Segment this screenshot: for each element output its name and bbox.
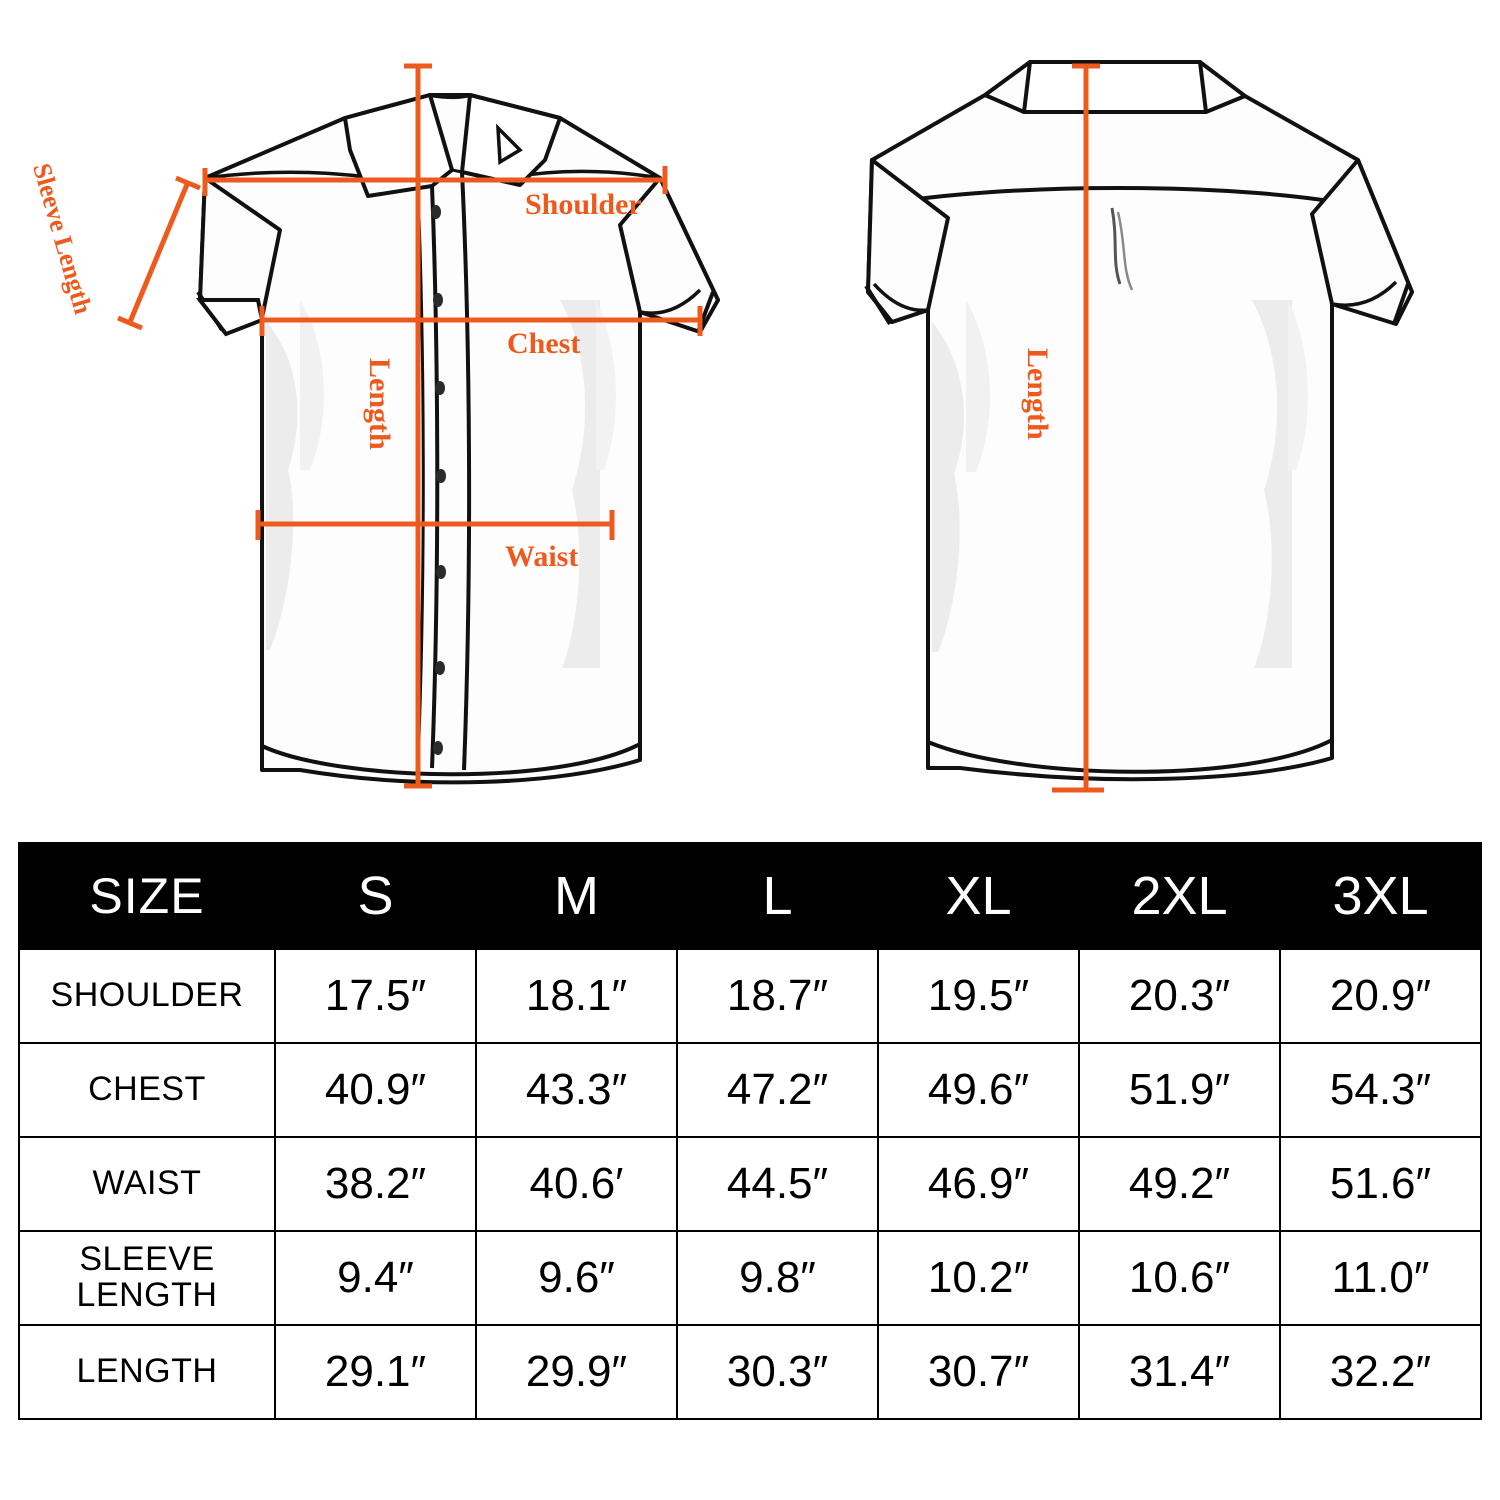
cell-chest-3xl: 54.3″ xyxy=(1280,1043,1481,1137)
cell-sleeve-2xl: 10.6″ xyxy=(1079,1231,1280,1325)
cell-length-xl: 30.7″ xyxy=(878,1325,1079,1419)
cell-chest-xl: 49.6″ xyxy=(878,1043,1079,1137)
cell-shoulder-xl: 19.5″ xyxy=(878,949,1079,1043)
row-label-waist: WAIST xyxy=(19,1137,275,1231)
cell-waist-xl: 46.9″ xyxy=(878,1137,1079,1231)
table-row xyxy=(19,949,1481,1043)
cell-shoulder-2xl: 20.3″ xyxy=(1079,949,1280,1043)
cell-sleeve-3xl: 11.0″ xyxy=(1280,1231,1481,1325)
cell-waist-s: 38.2″ xyxy=(275,1137,476,1231)
cell-waist-2xl: 49.2″ xyxy=(1079,1137,1280,1231)
cell-length-l: 30.3″ xyxy=(677,1325,878,1419)
cell-length-2xl: 31.4″ xyxy=(1079,1325,1280,1419)
cell-length-m: 29.9″ xyxy=(476,1325,677,1419)
table-row xyxy=(19,1137,1481,1231)
label-length-front: Length xyxy=(363,358,396,450)
row-label-sleeve-length: SLEEVE LENGTH xyxy=(19,1231,275,1325)
header-xl: XL xyxy=(878,843,1079,949)
cell-chest-2xl: 51.9″ xyxy=(1079,1043,1280,1137)
shirt-back-view xyxy=(866,62,1412,790)
label-chest: Chest xyxy=(507,327,581,360)
row-label-chest: CHEST xyxy=(19,1043,275,1137)
cell-shoulder-3xl: 20.9″ xyxy=(1280,949,1481,1043)
header-2xl: 2XL xyxy=(1079,843,1280,949)
label-length-back: Length xyxy=(1021,348,1054,440)
cell-chest-l: 47.2″ xyxy=(677,1043,878,1137)
cell-waist-3xl: 51.6″ xyxy=(1280,1137,1481,1231)
cell-waist-l: 44.5″ xyxy=(677,1137,878,1231)
cell-waist-m: 40.6′ xyxy=(476,1137,677,1231)
cell-length-3xl: 32.2″ xyxy=(1280,1325,1481,1419)
cell-sleeve-m: 9.6″ xyxy=(476,1231,677,1325)
header-l: L xyxy=(677,843,878,949)
header-size: SIZE xyxy=(19,843,275,949)
label-waist: Waist xyxy=(505,540,579,573)
cell-shoulder-l: 18.7″ xyxy=(677,949,878,1043)
table-header-row xyxy=(19,843,1481,949)
cell-sleeve-l: 9.8″ xyxy=(677,1231,878,1325)
row-label-shoulder: SHOULDER xyxy=(19,949,275,1043)
shirt-front-view xyxy=(118,66,718,786)
cell-sleeve-s: 9.4″ xyxy=(275,1231,476,1325)
label-shoulder: Shoulder xyxy=(525,188,642,221)
table-row xyxy=(19,1231,1481,1325)
table-row xyxy=(19,1325,1481,1419)
header-m: M xyxy=(476,843,677,949)
cell-chest-s: 40.9″ xyxy=(275,1043,476,1137)
cell-sleeve-xl: 10.2″ xyxy=(878,1231,1079,1325)
size-chart-table xyxy=(18,842,1482,1420)
row-label-length: LENGTH xyxy=(19,1325,275,1419)
cell-chest-m: 43.3″ xyxy=(476,1043,677,1137)
header-3xl: 3XL xyxy=(1280,843,1481,949)
cell-length-s: 29.1″ xyxy=(275,1325,476,1419)
cell-shoulder-m: 18.1″ xyxy=(476,949,677,1043)
header-s: S xyxy=(275,843,476,949)
cell-shoulder-s: 17.5″ xyxy=(275,949,476,1043)
label-sleeve-length: Sleeve Length xyxy=(27,160,98,318)
table-row xyxy=(19,1043,1481,1137)
